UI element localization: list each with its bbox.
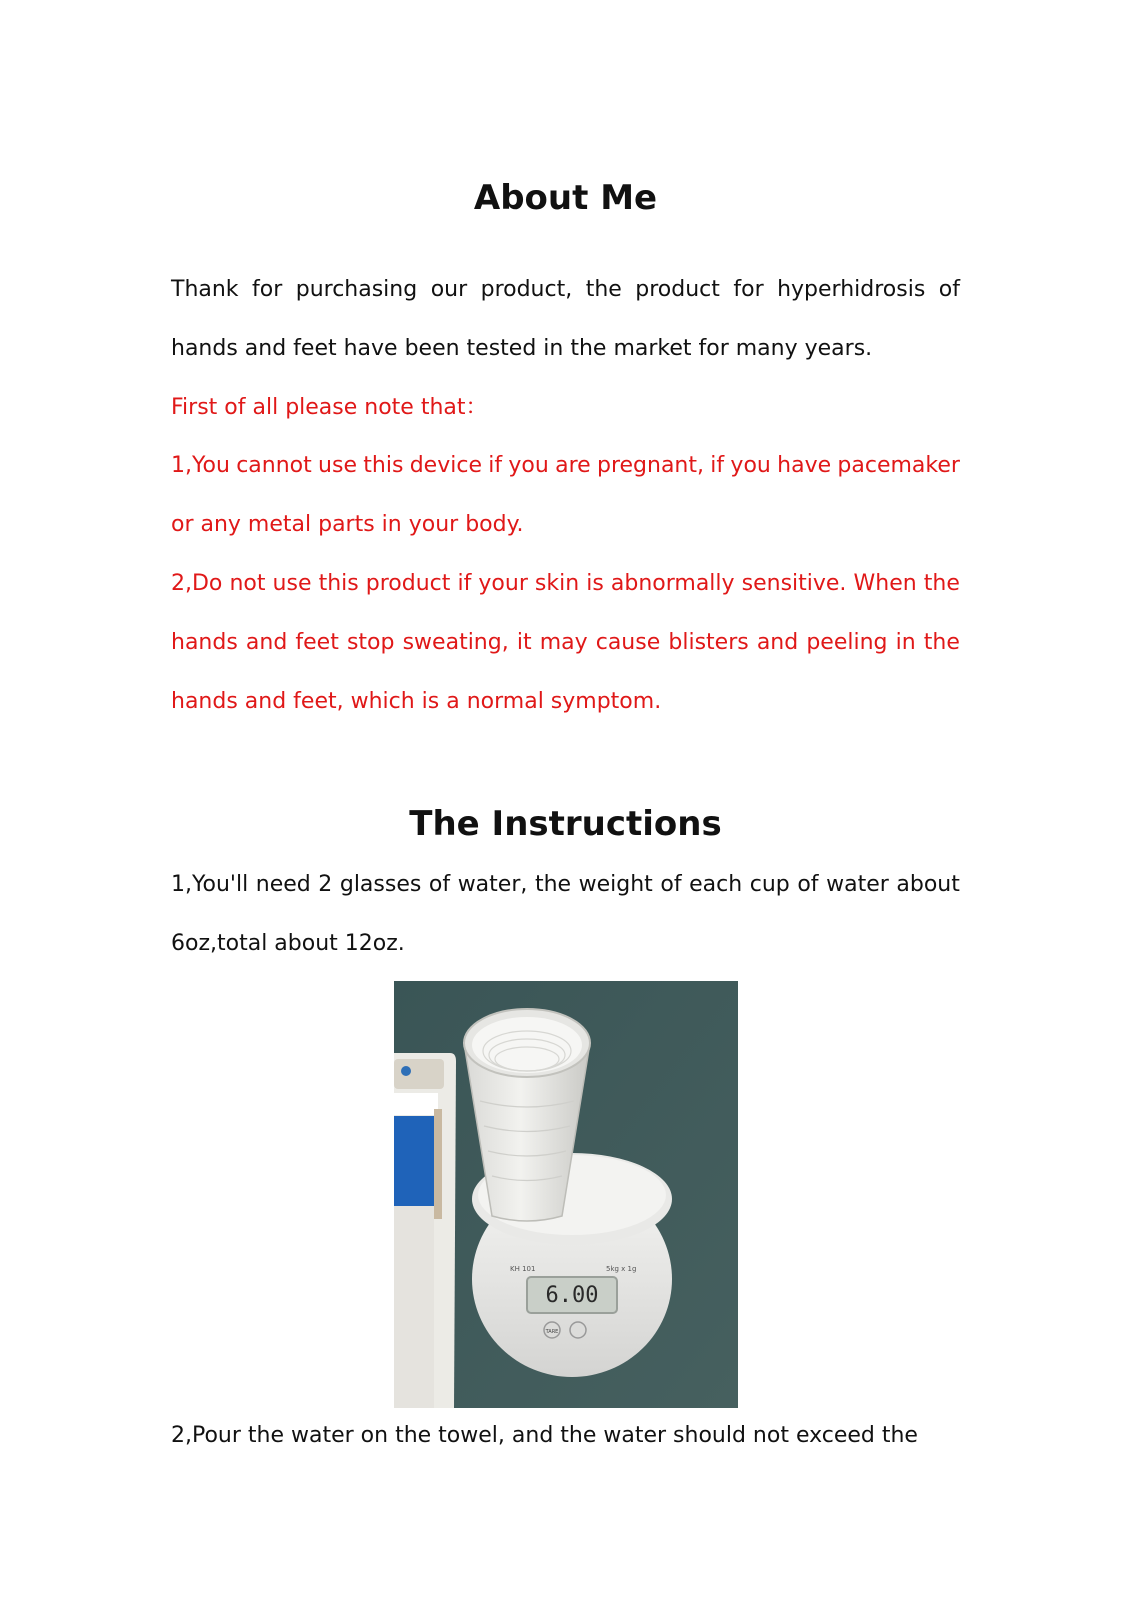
power-button-icon	[570, 1322, 586, 1338]
word: not	[229, 571, 266, 596]
word: pregnant,	[596, 453, 704, 478]
word: this	[363, 453, 404, 478]
word: the	[585, 277, 622, 302]
word: blisters	[668, 630, 749, 655]
word: When	[853, 571, 917, 596]
word: in	[895, 630, 916, 655]
word: stop	[346, 630, 395, 655]
word: the	[923, 571, 960, 596]
word: your	[478, 571, 528, 596]
scale-reading: 6.00	[545, 1283, 599, 1308]
word: cup	[749, 872, 790, 897]
word: water	[826, 872, 889, 897]
word: abnormally	[610, 571, 735, 596]
about-me-heading: About Me	[473, 178, 658, 218]
word: if	[457, 571, 472, 596]
word: product	[365, 571, 451, 596]
word: use	[272, 571, 312, 596]
word: this	[318, 571, 359, 596]
blue-towel	[394, 1116, 434, 1206]
word: you	[730, 453, 771, 478]
note-intro: First of all please note that：	[171, 395, 488, 420]
word: are	[555, 453, 591, 478]
step-1-line-2: 6oz,total about 12oz.	[171, 931, 405, 956]
scale-model-label: KH 101	[510, 1265, 536, 1273]
word: cause	[595, 630, 661, 655]
scale-capacity-label: 5kg x 1g	[606, 1265, 637, 1273]
word: cannot	[236, 453, 312, 478]
word: sensitive.	[741, 571, 847, 596]
word: have	[777, 453, 832, 478]
word: 2,Do	[171, 571, 223, 596]
word: hyperhidrosis	[777, 277, 926, 302]
word: of	[797, 872, 819, 897]
note-2-line-2	[171, 628, 960, 658]
about-paragraph-line-1	[171, 275, 960, 305]
word: our	[430, 277, 468, 302]
word: and	[756, 630, 799, 655]
word: need	[255, 872, 311, 897]
step-1-line-1	[171, 870, 960, 900]
word: it	[516, 630, 532, 655]
note-2-line-1	[171, 569, 960, 599]
word: is	[586, 571, 604, 596]
word: glasses	[339, 872, 422, 897]
word: 2	[318, 872, 333, 897]
word: Thank	[171, 277, 239, 302]
word: feet	[295, 630, 339, 655]
word: for	[252, 277, 283, 302]
word: water,	[457, 872, 528, 897]
cup-on-scale-photo	[394, 981, 738, 1408]
instructions-heading: The Instructions	[409, 804, 722, 844]
word: may	[539, 630, 588, 655]
word: peeling	[806, 630, 888, 655]
note-1-line-1	[171, 451, 960, 481]
word: weight	[578, 872, 653, 897]
word: the	[534, 872, 572, 897]
about-paragraph-line-2: hands and feet have been tested in the market for many years.	[171, 336, 873, 361]
word: product	[635, 277, 720, 302]
word: product,	[480, 277, 573, 302]
word: each	[689, 872, 743, 897]
word: pacemaker	[837, 453, 960, 478]
device-tray	[394, 1053, 456, 1408]
word: for	[733, 277, 764, 302]
note-1-line-2: or any metal parts in your body.	[171, 512, 524, 537]
word: of	[428, 872, 451, 897]
word: 1,You'll	[171, 872, 249, 897]
device-logo-icon	[401, 1066, 411, 1076]
word: if	[488, 453, 503, 478]
word: the	[923, 630, 960, 655]
word: device	[409, 453, 482, 478]
step-2-line-1: 2,Pour the water on the towel, and the water should not exceed the	[171, 1423, 918, 1448]
word: if	[710, 453, 725, 478]
tare-button-label: TARE	[545, 1329, 559, 1335]
note-2-line-3: hands and feet, which is a normal symptom.	[171, 689, 662, 714]
word: sweating,	[402, 630, 509, 655]
word: skin	[534, 571, 580, 596]
word: about	[896, 872, 960, 897]
word: of	[938, 277, 960, 302]
word: use	[318, 453, 357, 478]
word: you	[508, 453, 549, 478]
word: purchasing	[295, 277, 418, 302]
word: hands	[171, 630, 238, 655]
word: of	[660, 872, 682, 897]
word: 1,You	[171, 453, 230, 478]
word: and	[245, 630, 288, 655]
